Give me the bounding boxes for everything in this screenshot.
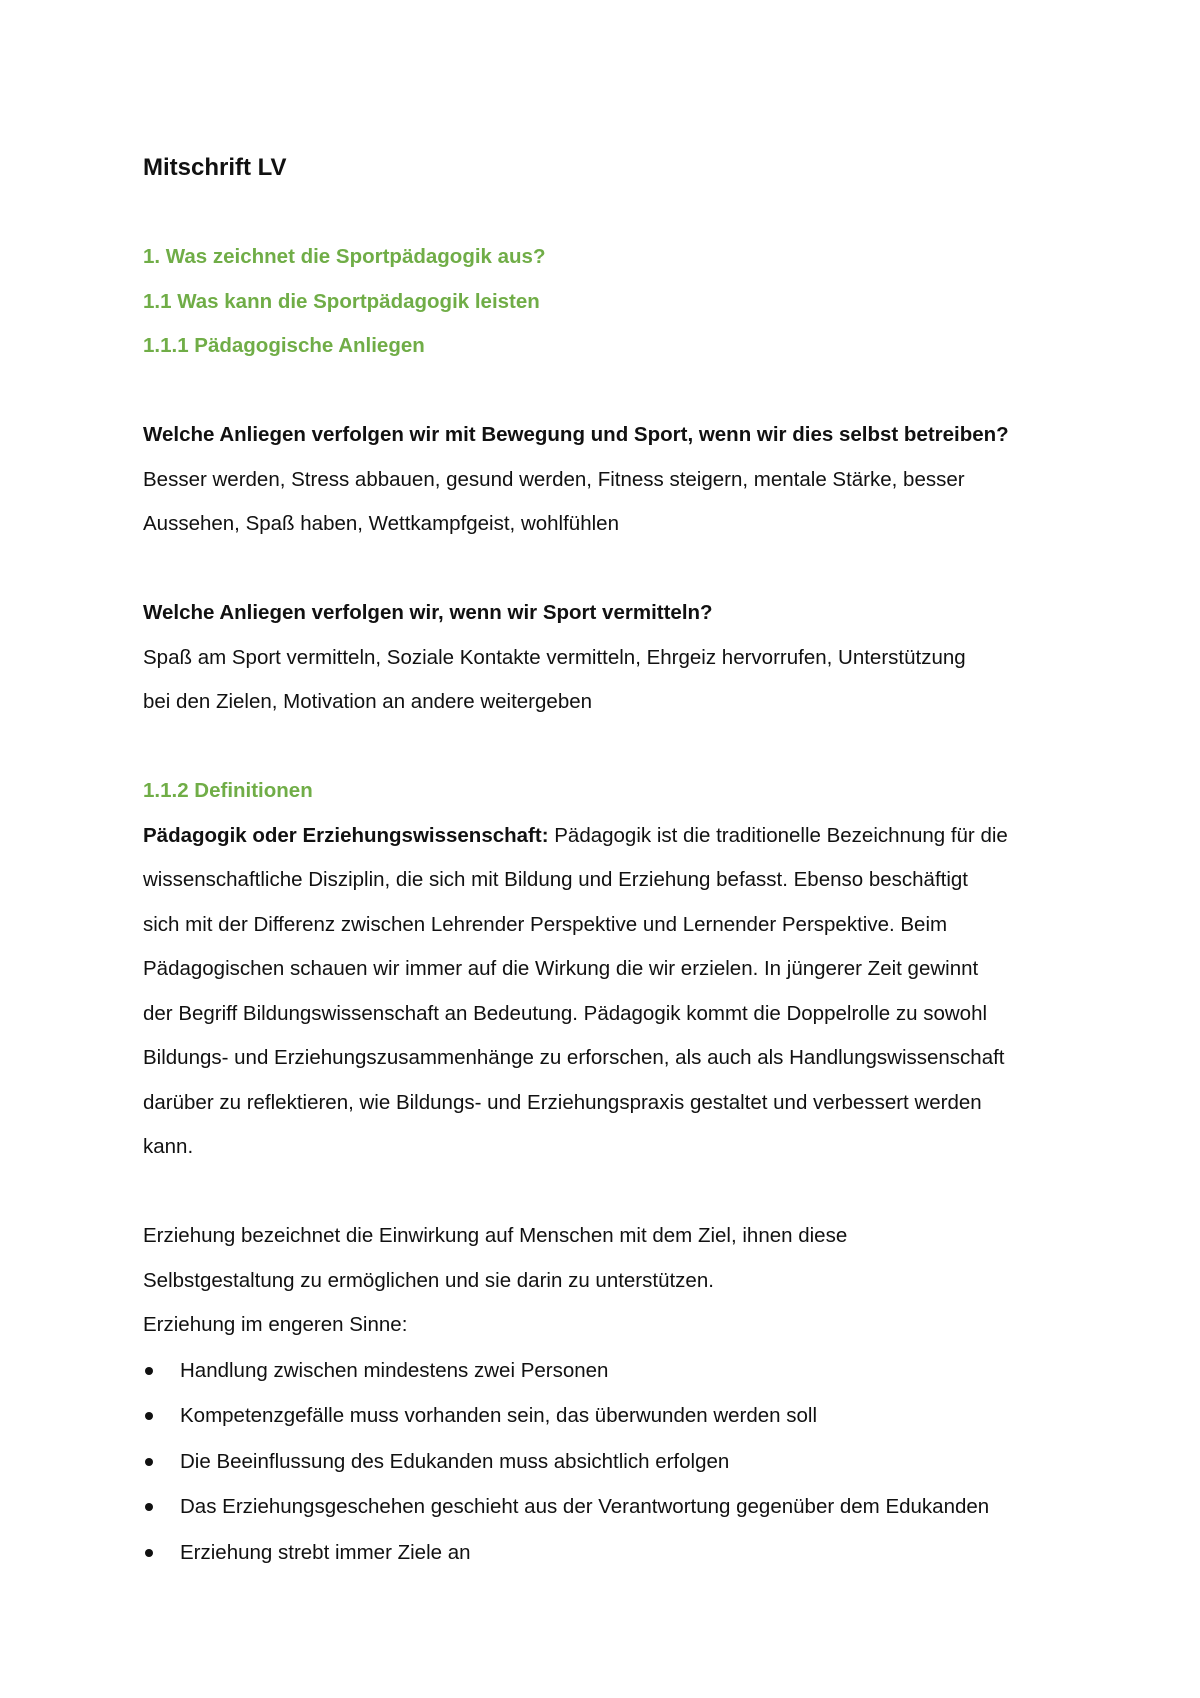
spacer <box>143 547 1080 592</box>
question-1: Welche Anliegen verfolgen wir mit Bewegung und Sport, wenn wir dies selbst betreiben? <box>143 423 1009 446</box>
heading-1: 1. Was zeichnet die Sportpädagogik aus? <box>143 245 546 268</box>
bullet-icon <box>145 1367 153 1375</box>
heading-1-1-1: 1.1.1 Pädagogische Anliegen <box>143 334 425 357</box>
document-title: Mitschrift LV <box>143 154 287 181</box>
erziehung-subheading: Erziehung im engeren Sinne: <box>143 1313 408 1336</box>
list-item-text: Erziehung strebt immer Ziele an <box>180 1540 471 1564</box>
definition-line-2: wissenschaftliche Disziplin, die sich mit Bildung und Erziehung befasst. Ebenso beschäftigt <box>143 868 968 891</box>
definition-line-7: darüber zu reflektieren, wie Bildungs- und Erziehungspraxis gestaltet und verbessert werden <box>143 1090 982 1114</box>
list-item <box>143 1439 1080 1485</box>
spacer <box>143 1170 1080 1215</box>
definition-line-3: sich mit der Differenz zwischen Lehrender Perspektive und Lernender Perspektive. Beim <box>143 912 948 936</box>
list-item <box>143 1348 1080 1394</box>
answer-1-line-2: Aussehen, Spaß haben, Wettkampfgeist, wohlfühlen <box>143 512 619 535</box>
list-item <box>143 1393 1080 1439</box>
bullet-icon <box>145 1412 153 1420</box>
erziehung-line-1: Erziehung bezeichnet die Einwirkung auf Menschen mit dem Ziel, ihnen diese <box>143 1224 848 1247</box>
heading-1-1-2: 1.1.2 Definitionen <box>143 779 313 802</box>
answer-2-line-2: bei den Zielen, Motivation an andere weitergeben <box>143 690 593 713</box>
list-item-text: Das Erziehungsgeschehen geschieht aus der Verantwortung gegenüber dem Edukanden <box>180 1495 990 1518</box>
bullet-icon <box>145 1458 153 1466</box>
definition-line-5: der Begriff Bildungswissenschaft an Bedeutung. Pädagogik kommt die Doppelrolle zu sowohl <box>143 1001 988 1025</box>
definition-line-4: Pädagogischen schauen wir immer auf die Wirkung die wir erzielen. In jüngerer Zeit gewinnt <box>143 957 979 980</box>
definition-text: Pädagogik ist die traditionelle Bezeichnung für die <box>548 823 1008 847</box>
bullet-list <box>143 1348 1080 1576</box>
list-item-text: Kompetenzgefälle muss vorhanden sein, das überwunden werden soll <box>180 1404 818 1427</box>
heading-1-1: 1.1 Was kann die Sportpädagogik leisten <box>143 289 540 313</box>
definition-term: Pädagogik oder Erziehungswissenschaft: <box>143 823 549 847</box>
bullet-icon <box>145 1549 153 1557</box>
definition-line-1 <box>143 814 1080 859</box>
definition-line-6: Bildungs- und Erziehungszusammenhänge zu erforschen, als auch als Handlungswissenschaft <box>143 1046 1005 1069</box>
answer-1-line-1: Besser werden, Stress abbauen, gesund werden, Fitness steigern, mentale Stärke, besser <box>143 467 965 491</box>
spacer <box>143 369 1080 414</box>
answer-2-line-1: Spaß am Sport vermitteln, Soziale Kontakte vermitteln, Ehrgeiz hervorrufen, Unterstützung <box>143 645 966 669</box>
list-item-text: Die Beeinflussung des Edukanden muss absichtlich erfolgen <box>180 1449 730 1473</box>
spacer <box>143 191 1080 236</box>
bullet-icon <box>145 1503 153 1511</box>
definition-line-8: kann. <box>143 1135 194 1158</box>
list-item-text: Handlung zwischen mindestens zwei Personen <box>180 1358 609 1382</box>
spacer <box>143 725 1080 770</box>
list-item <box>143 1530 1080 1576</box>
erziehung-line-2: Selbstgestaltung zu ermöglichen und sie darin zu unterstützen. <box>143 1268 714 1292</box>
list-item <box>143 1484 1080 1530</box>
question-2: Welche Anliegen verfolgen wir, wenn wir Sport vermitteln? <box>143 601 713 624</box>
